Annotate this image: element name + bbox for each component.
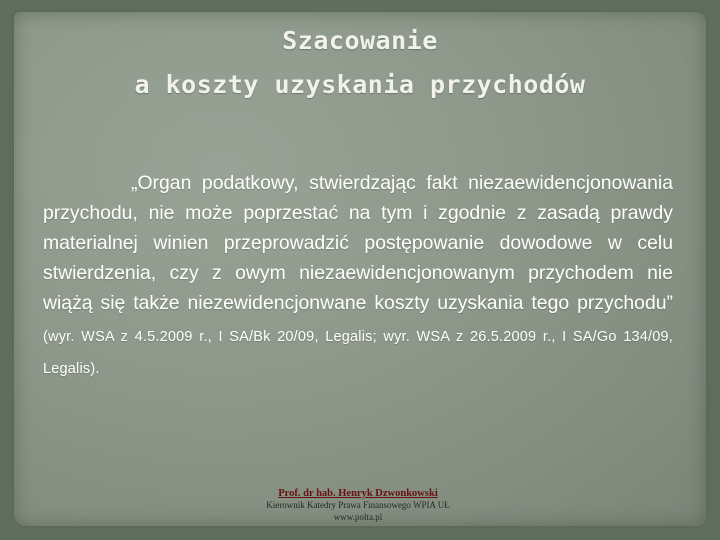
quote-paragraph	[43, 168, 673, 384]
slide-title-line-2: a koszty uzyskania przychodów	[134, 70, 586, 99]
website-text: www.polta.pl	[333, 512, 383, 522]
court-citation: (wyr. WSA z 4.5.2009 r., I SA/Bk 20/09, Legalis; wyr. WSA z 26.5.2009 r., I SA/Go 134/09, Legalis).	[43, 329, 673, 377]
slide-footer	[200, 488, 516, 523]
slide-title-line-1: Szacowanie	[282, 26, 438, 55]
author-position: Kierownik Katedry Prawa Finansowego WPIA UŁ	[266, 500, 450, 510]
quote-text: „Organ podatkowy, stwierdzając fakt niezaewidencjonowania przychodu, nie może poprzestać na tym i zgodnie z zasadą prawdy materialnej winien przeprowadzić postępowanie dowodowe w celu stwierdzenia, czy z owym niezaewidencjonowanym przychodem nie wiążą się także niezewidencjonwane koszty uzyskania tego przychodu”	[43, 172, 673, 314]
author-link[interactable]: Prof. dr hab. Henryk Dzwonkowski	[278, 488, 438, 499]
